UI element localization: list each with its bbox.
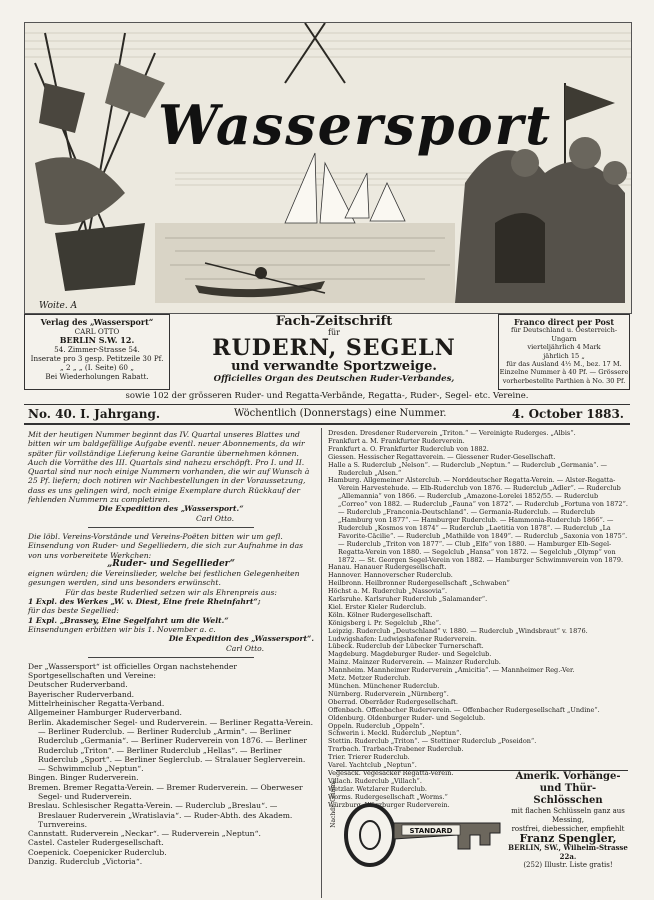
club-entry: Leipzig. Ruderclub „Deutschland“ v. 1880. — Ruderclub „Windsbraut“ v. 1876. (328, 626, 588, 635)
ad-name: Franz Spengler, (519, 832, 617, 845)
club-entry: Deutscher Ruderverband. (28, 680, 128, 690)
rule (88, 527, 254, 528)
club-entry: Cannstatt. Ruderverein „Neckar“. — Ruderverein „Neptun“. (28, 829, 261, 839)
club-entry: Stettin. Ruderclub „Triton“. — Stettiner Ruderclub „Poseidon“. (328, 737, 537, 746)
signature: Die Expedition des „Wassersport“. (168, 634, 314, 644)
signature: Die Expedition des „Wassersport.“ (98, 504, 244, 514)
column-divider (321, 428, 322, 898)
price-line: jährlich 15 „ (543, 351, 585, 360)
right-column (328, 430, 628, 810)
club-entry: Varel. Yachtclub „Neptun“. (328, 761, 417, 770)
publisher-line: Inserate pro 3 gesp. Petitzeile 30 Pf. (30, 354, 164, 363)
signature-name: Carl Otto. (226, 643, 264, 653)
club-entry: Ludwigshafen: Ludwigshafener Ruderverein. (328, 634, 477, 643)
ad-line: rostfrei, diebessicher, empfiehlt (511, 825, 625, 833)
club-entry: Hanau. Hanauer Rudergesellschaft. (328, 563, 447, 572)
club-entry: Worms. Rudergesellschaft „Worms.“ (328, 792, 448, 801)
club-entry: Oldenburg. Oldenburger Ruder- und Segelclub. (328, 713, 486, 722)
club-entry: Metz. Metzer Ruderclub. (328, 674, 411, 683)
organ-line: Officielles Organ des Deutschen Ruder-Verbandes, (213, 374, 455, 384)
club-entry: Berlin. Akademischer Segel- und Ruderverein. — Berliner Regatta-Verein. — Berliner Ruderclub. — Berliner Ruderclub „Armin“. — Berliner Ruderclub „Germania“. — Berliner Ruderverein von 1876. — Berliner Ruderclub „Triton“. — Berliner Ruderclub „Hellas“. — Berliner Ruderclub „Sport“. — Berliner Seglerclub. — Stralauer Seglerverein. — Schwimmclub „Neptun“. (28, 717, 313, 774)
club-entry: Heilbronn. Heilbronner Rudergesellschaft „Schwaben“ (328, 579, 510, 588)
club-entry: Oberrad. Oberräder Rudergesellschaft. (328, 697, 458, 706)
club-entry: Trarbach. Trarbach-Trabener Ruderclub. (328, 745, 464, 754)
club-entry: Hamburg. Allgemeiner Alsterclub. — Norddeutscher Regatta-Verein. — Alster-Regatta-Verein Harvestehude. — Elb-Ruderclub von 1876. — Ruderclub „Adler“. — Ruderclub „Allemannia“ von 1866. — Ruderclub „Amazone-Lorelei 1852/55. — Ruderclub „Correo“ von 1882. — Ruderclub „Fauna“ von 1872“. — Ruderclub „Fortuna von 1872“. — Ruderclub „Franconia-Deutschland“. — Germania-Ruderclub. — Ruderclub „Hamburg von 1877“. — Hamburger Ruderclub. — Hammonia-Ruderclub 1866“. — Ruderclub „Kosmos von 1874“ — Ruderclub „Laetitia von 1878“. — Ruderclub „La Favorite-Cäcilie“. — Ruderclub „Mathilde von 1849“. — Ruderclub „Saxonia von 1875“. — Ruderclub „Triton von 1877“. — Club „Elfe“ von 1880. — Hamburger Elb-Segel-Regatta-Verein von 1880. — Segelclub „Hansa“ von 1872. — Segelclub „Olymp“ von 1872. — St. Georgen Segel-Verein von 1882. — Hamburger Schwimmverein von 1879. (328, 476, 628, 564)
left-column (28, 430, 314, 866)
ad-side-note: Nachdr. Grimm. (330, 779, 337, 828)
club-entry: Köln. Kölner Rudergesellschaft. (328, 610, 433, 619)
price-line: Einzelne Nummer à 40 Pf. — Grössere (499, 368, 629, 377)
publisher-line: Bei Wiederholungen Rabatt. (45, 372, 149, 381)
club-entry: Oppeln. Ruderclub „Oppeln“. (328, 721, 425, 730)
issue-bar (24, 404, 630, 425)
ad-headline: Amerik. Vorhänge- und Thür-Schlösschen (515, 771, 621, 806)
price-line: vorherbestellte Parthien à No. 30 Pf. (502, 376, 626, 385)
club-entry: Würzburg. Würzburger Ruderverein. (328, 800, 450, 809)
prize-text: 1 Expl. des Werkes „W. v. Diest, Eine freie Rheinfahrt“; (28, 597, 261, 607)
club-entry: Karlsruhe. Karlsruher Ruderclub „Salamander“. (328, 595, 488, 604)
key-illustration (340, 775, 505, 895)
subtitle-block (172, 314, 496, 384)
club-entry: Castel. Casteler Rudergesellschaft. (28, 838, 164, 848)
issue-frequency: Wöchentlich (Donnerstags) eine Nummer. (234, 408, 447, 419)
club-entry: Coepenick. Coepenicker Ruderclub. (28, 847, 167, 857)
publisher-line: 54. Zimmer-Strasse 54. (54, 345, 140, 354)
book-title: „Ruder- und Segellieder“ (107, 558, 235, 569)
publisher-line: BERLIN S.W. 12. (59, 335, 135, 345)
issue-date: 4. October 1883. (511, 407, 624, 421)
club-entry: Höchst a. M. Ruderclub „Nassovia“. (328, 587, 448, 596)
publisher-line: CARL OTTO (74, 327, 120, 336)
club-entry: Offenbach. Offenbacher Ruderverein. — Offenbacher Rudergesellschaft „Undine“. (328, 705, 600, 714)
price-line: Franco direct per Post (513, 317, 615, 327)
issue-number: No. 40. I. Jahrgang. (28, 407, 161, 421)
ad-footer: (252) Illustr. Liste gratis! (523, 861, 613, 869)
publisher-box (24, 314, 170, 390)
club-entry: Breslau. Schlesischer Regatta-Verein. — Ruderclub „Breslau“. — Breslauer Ruderverein „Wratislavia“. — Ruder-Abth. des Akadem. Turnvereins. (28, 801, 293, 829)
club-entry: Mainz. Mainzer Ruderverein. — Mainzer Ruderclub. (328, 658, 501, 667)
club-entry: Halle a S. Ruderclub „Nelson“. — Ruderclub „Neptun.“ — Ruderclub „Germania“. — Ruderclub „Alsen.“ (328, 460, 608, 477)
club-entry: Villach. Ruderclub „Villach“. (328, 776, 422, 785)
prize-text: Für das beste Ruderlied setzen wir als Ehrenpreis aus: (65, 587, 277, 597)
club-entry: Bingen. Binger Ruderverein. (28, 773, 139, 783)
club-list-left (28, 680, 314, 866)
advertisement (330, 770, 628, 899)
club-entry: Vegesack. Vegesacker Regatta-Verein. (328, 768, 454, 777)
club-entry: Bayerischer Ruderverband. (28, 689, 135, 699)
club-list-right (328, 430, 628, 810)
ad-address: BERLIN, SW., Wilhelm-Strasse 22a. (508, 843, 628, 861)
club-entry: Danzig. Ruderclub „Victoria“. (28, 857, 143, 867)
organ-intro: Der „Wassersport“ ist officielles Organ nachstehender Sportgesellschaften und Vereine: (28, 661, 238, 681)
publisher-line: „ 2 „ „ (I. Seite) 60 „ (60, 363, 134, 372)
club-entry: Bremen. Bremer Regatta-Verein. — Bremer Ruderverein. — Oberweser Segel- und Ruderverein. (28, 782, 303, 801)
club-entry: Mittelrheinischer Regatta-Verband. (28, 699, 165, 709)
club-entry: Lübeck. Ruderclub der Lübecker Turnerschaft. (328, 642, 484, 651)
notice-paragraph: Die löbl. Vereins-Vorstände und Vereins-Poëten bitten wir um gefl. Einsendung von Ruder- und Segelliedern, die sich zur Aufnahme in das von uns vorbereitete Werkchen: (28, 531, 304, 560)
club-entry: Schwerin i. Meckl. Ruderclub „Neptun“. (328, 729, 462, 738)
fuer-word: für (328, 328, 340, 337)
price-box (498, 314, 630, 390)
artist-signature: Woite. A (39, 301, 78, 311)
price-line: vierteljährlich 4 Mark (527, 343, 601, 352)
club-entry: Nürnberg. Ruderverein „Nürnberg“. (328, 689, 449, 698)
club-entry: Wetzlar. Wetzlarer Ruderclub. (328, 784, 427, 793)
deadline-text: Einsendungen erbitten wir bis 1. November a. c. (28, 624, 216, 634)
club-entry: Hannover. Hannoverscher Ruderclub. (328, 571, 453, 580)
price-line: für Deutschland u. Oesterreich-Ungarn (510, 326, 618, 343)
prize-text: 1 Expl. „Brassey, Eine Segelfahrt um die Welt.“ (28, 615, 229, 625)
prize-text: für das beste Segellied: (28, 606, 119, 616)
club-entry: Giessen. Hessischer Regattaverein. — Giessener Ruder-Gesellschaft. (328, 452, 556, 461)
rule (88, 657, 254, 658)
key-label: STANDARD (409, 827, 453, 835)
club-entry: Allgemeiner Hamburger Ruderverband. (28, 708, 182, 718)
club-entry: Frankfurt a. M. Frankfurter Ruderverein. (328, 436, 465, 445)
masthead-engraving (25, 23, 631, 313)
notice-paragraph: Mit der heutigen Nummer beginnt das IV. Quartal unseres Blattes und bitten wir um baldgefällige Aufgabe eventl. neuer Abonnements, da wir später für vollständige Lieferung keine Garantie übernehmen können. (28, 430, 305, 458)
club-entry: Magdeburg. Magdeburger Ruder- und Segelclub. (328, 650, 492, 659)
signature-name: Carl Otto. (196, 513, 234, 523)
club-entry: Mannheim. Mannheimer Ruderverein „Amicitia“. — Mannheimer Reg.-Ver. (328, 666, 575, 675)
club-entry: Königsberg i. Pr. Segelclub „Rhe“. (328, 618, 442, 627)
fach-zeitschrift: Fach-Zeitschrift (275, 314, 393, 329)
price-line: für das Ausland 4½ M., bez. 17 M. (506, 360, 622, 369)
publisher-line: Verlag des „Wassersport“ (40, 317, 154, 327)
main-subtitle: RUDERN, SEGELN (212, 335, 456, 361)
associations-line: sowie 102 der grösseren Ruder- und Regatta-Verbände, Regatta-, Ruder-, Segel- etc. Vereine. (125, 391, 529, 401)
sub-subtitle: und verwandte Sportzweige. (231, 359, 437, 374)
club-entry: Trier. Trierer Ruderclub. (328, 753, 410, 762)
ad-line: mit flachen Schlüsseln ganz aus Messing, (511, 807, 625, 824)
club-entry: Frankfurt a. O. Frankfurter Ruderclub von 1882. (328, 444, 489, 453)
club-entry: Dresden. Dresdener Ruderverein „Triton.“ — Vereinigte Ruderges. „Albis“. (328, 429, 576, 437)
notice-paragraph: eignen würden; die Vereinslieder, welche bei festlichen Gelegenheiten gesungen werden, sind uns besonders erwünscht. (28, 569, 300, 588)
ad-text (506, 771, 630, 870)
club-entry: Kiel. Erster Kieler Ruderclub. (328, 602, 427, 611)
club-entry: München. Münchener Ruderclub. (328, 682, 440, 690)
masthead-illustration (24, 22, 632, 314)
notice-paragraph: Auch die Vorräthe des III. Quartals sind nahezu erschöpft. Pro I. und II. Quartal sind nur noch einige Nummern vorhanden, die wir auf Wunsch à 25 Pf. liefern; doch notiren wir Nachbestellungen in der Voraussetzung, dass es uns gelingen wird, noch einige Exemplare durch Rückkauf der fehlenden Nummern zu completiren. (28, 457, 310, 505)
masthead-title: Wassersport (157, 93, 553, 157)
